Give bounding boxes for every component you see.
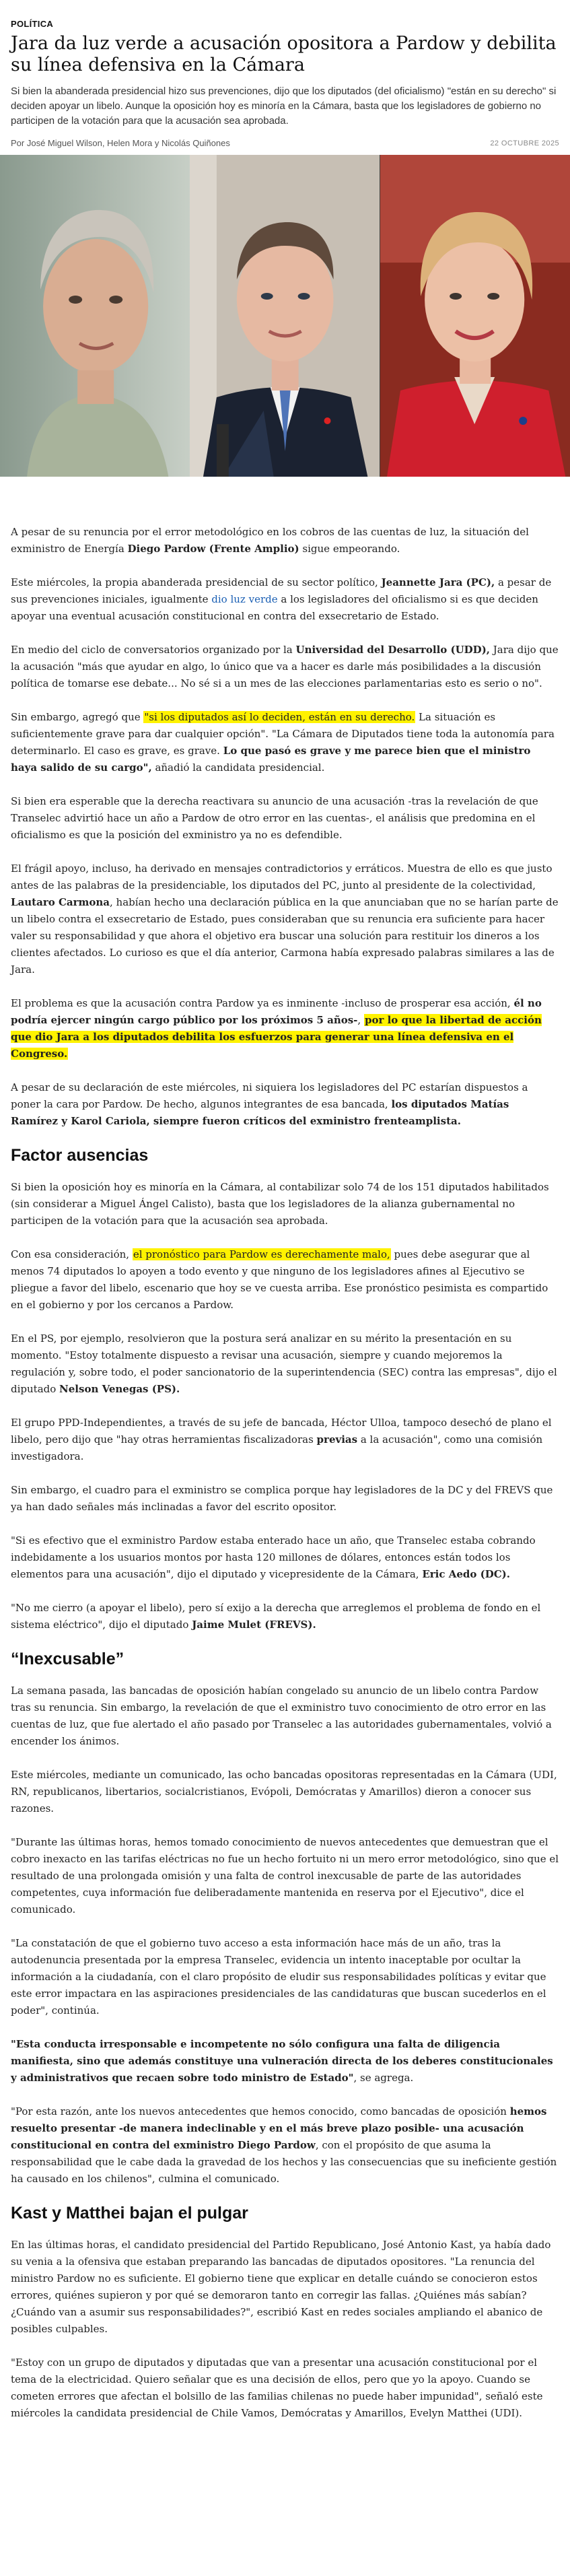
- paragraph-8: A pesar de su declaración de este miércoles, ni siquiera los legisladores del PC estarían dispuestos a poner la cara por Pardow. De hecho, algunos integrantes de esa bancada, los diputados Matías Ramírez y Karol Cariola, siempre fueron críticos del exministro frenteamplista.: [11, 1081, 528, 1127]
- paragraph-20: "Esta conducta irresponsable e incompetente no sólo configura una falta de diligencia manifiesta, sino que además constituye una vulneración directa de los deberes constitucionales y administrativos que recaen sobre todo ministro de Estado", se agrega.: [11, 2038, 553, 2084]
- bold-text: él no podría ejercer ningún cargo público por los próximos 5 años-: [11, 997, 542, 1026]
- paragraph-22: En las últimas horas, el candidato presidencial del Partido Republicano, José Antonio Kast, ya había dado su venia a la ofensiva que estaban preparando las bancadas de diputados opositores. "La renuncia del ministro Pardow no es suficiente. El gobierno tiene que explicar en detalle cuándo se conocieron estos errores, quiénes supieron y por qué se demoraron tanto en corregir las fallas. ¿Quiénes más sabían? ¿Cuándo van a asumir sus responsabilidades?", escribió Kast en redes sociales ampliando el abanico de posibles culpables.: [11, 2239, 551, 2335]
- inline-link[interactable]: dio luz verde: [211, 593, 278, 605]
- photo-left-image: [0, 155, 190, 477]
- section-tag[interactable]: POLÍTICA: [11, 19, 54, 29]
- paragraph-7: El problema es que la acusación contra Pardow ya es inminente -incluso de prosperar esa acción, él no podría ejercer ningún cargo público por los próximos 5 años-, por lo que la libertad de acción que dio Jara a los diputados debilita los esfuerzos para generar una línea defensiva en el Congreso.: [11, 997, 542, 1060]
- paragraph-17: Este miércoles, mediante un comunicado, las ocho bancadas opositoras representadas en la Cámara (UDI, RN, republicanos, libertarios, socialcristianos, Evópoli, Demócratas y Amarillos) dieron a conocer sus razones.: [11, 1769, 557, 1815]
- bold-text: Lo que pasó es grave y me parece bien que el ministro haya salido de su cargo",: [11, 745, 531, 774]
- paragraph-12: El grupo PPD-Independientes, a través de su jefe de bancada, Héctor Ulloa, tampoco desechó de plano el libelo, pero dijo que "hay otras herramientas fiscalizadoras previas a la acusación", como una comisión investigadora.: [11, 1417, 552, 1462]
- paragraph-10: Con esa consideración, el pronóstico para Pardow es derechamente malo, pues debe asegurar que al menos 74 diputados lo apoyen a todo evento y que ninguno de los legisladores afines al Ejecutivo se pliegue a favor del libelo, escenario que hoy se ve cuesta arriba. Ese pronóstico pesimista es compartido en el gobierno y por los cercanos a Pardow.: [11, 1248, 548, 1311]
- byline-row: [11, 138, 559, 148]
- bold-text: los diputados Matías Ramírez y Karol Cariola, siempre fueron críticos del exministro frenteamplista.: [11, 1098, 509, 1127]
- bold-text: Jaime Mulet (FREVS).: [192, 1619, 316, 1631]
- bold-text: Eric Aedo (DC).: [422, 1568, 510, 1580]
- paragraph-4: Sin embargo, agregó que "si los diputados así lo deciden, están en su derecho. La situación es suficientemente grave para dar cualquier opción". "La Cámara de Diputados tiene toda la autonomía para determinarlo. El caso es grave, es grave. Lo que pasó es grave y me parece bien que el ministro haya salido de su cargo", añadió la candidata presidencial.: [11, 711, 555, 774]
- paragraph-2: Este miércoles, la propia abanderada presidencial de su sector político, Jeannette Jara (PC), a pesar de sus prevenciones iniciales, igualmente dio luz verde a los legisladores del oficialismo si es que deciden apoyar una eventual acusación constitucional en contra del exsecretario de Estado.: [11, 576, 552, 622]
- paragraph-3: En medio del ciclo de conversatorios organizado por la Universidad del Desarrollo (UDD), Jara dijo que la acusación "más que ayudar en algo, lo único que va a hacer es darle más posibilidades a la discusión política de tomarse ese debate... No sé si a un mes de las elecciones parlamentarias esto es serio o no".: [11, 644, 559, 689]
- bold-text: Nelson Venegas (PS).: [59, 1383, 180, 1395]
- paragraph-13: Sin embargo, el cuadro para el exministro se complica porque hay legisladores de la DC y del FREVS que ya han dado señales más inclinadas a favor del escrito opositor.: [11, 1484, 553, 1513]
- subheading-kast-matthei: Kast y Matthei bajan el pulgar: [11, 2204, 248, 2223]
- bold-text: "Esta conducta irresponsable e incompetente no sólo configura una falta de diligencia manifiesta, sino que además constituye una vulneración directa de los deberes constitucionales y administrativos que recaen sobre todo ministro de Estado": [11, 2038, 553, 2084]
- photo-left: [0, 155, 190, 477]
- photo-right: [380, 155, 570, 477]
- highlighted-quote: "si los diputados así lo deciden, están en su derecho.: [144, 711, 415, 723]
- bold-text: Diego Pardow (Frente Amplio): [127, 543, 299, 555]
- paragraph-21: "Por esta razón, ante los nuevos antecedentes que hemos conocido, como bancadas de oposición hemos resuelto presentar -de manera indeclinable y en el más breve plazo posible- una acusación constitucional en contra del exministro Diego Pardow, con el propósito de que asuma la responsabilidad que le cabe dada la gravedad de los hechos y las consecuencias que su ineficiente gestión ha causado en los chilenos", culmina el comunicado.: [11, 2105, 557, 2185]
- highlighted-text: por lo que la libertad de acción que dio Jara a los diputados debilita los esfuerzos para generar una línea defensiva en el Congreso.: [11, 1014, 542, 1060]
- photo-right-image: [380, 155, 570, 477]
- paragraph-16: La semana pasada, las bancadas de oposición habían congelado su anuncio de un libelo contra Pardow tras su renuncia. Sin embargo, la revelación de que el exministro tuvo conocimiento de otro error en las cuentas de luz, que fue alertado el año pasado por Transelec a las autoridades gubernamentales, volvió a encender los ánimos.: [11, 1685, 552, 1747]
- paragraph-9: Si bien la oposición hoy es minoría en la Cámara, al contabilizar solo 74 de los 151 diputados habilitados (sin considerar a Miguel Ángel Calisto), basta que los legisladores de la alianza gubernamental no participen de la votación para que la acusación sea aprobada.: [11, 1181, 549, 1227]
- bold-text: Jeannette Jara (PC),: [381, 576, 495, 588]
- byline: Por José Miguel Wilson, Helen Mora y Nicolás Quiñones: [11, 138, 230, 148]
- paragraph-15: "No me cierro (a apoyar el libelo), pero sí exijo a la derecha que arreglemos el problema de fondo en el sistema eléctrico", dijo el diputado Jaime Mulet (FREVS).: [11, 1602, 541, 1631]
- paragraph-5: Si bien era esperable que la derecha reactivara su anuncio de una acusación -tras la revelación de que Transelec advirtió hace un año a Pardow de otro error en las cuentas-, el análisis que predomina en el oficialismo es que la posición del exministro ya no es defendible.: [11, 795, 538, 841]
- photo-center: [190, 155, 380, 477]
- headline: Jara da luz verde a acusación opositora a Pardow y debilita su línea defensiva en la Cámara: [11, 33, 557, 75]
- bold-text: Lautaro Carmona: [11, 896, 110, 908]
- subheading-inexcusable: “Inexcusable”: [11, 1650, 124, 1668]
- paragraph-11: En el PS, por ejemplo, resolvieron que la postura será analizar en su mérito la presentación en su momento. "Estoy totalmente dispuesto a revisar una acusación, siempre y cuando mejoremos la regulación y, sobre todo, el poder sancionatorio de la superintendencia (SEC) contra las empresas", dijo el diputado Nelson Venegas (PS).: [11, 1332, 557, 1395]
- lead-photo-triptych: [0, 155, 570, 477]
- paragraph-23: "Estoy con un grupo de diputados y diputadas que van a presentar una acusación constitucional por el tema de la electricidad. Quiero señalar que es una decisión de ellos, pero que yo la apoyo. Cuando se cometen errores que afectan el bolsillo de las familias chilenas no puede haber impunidad", señaló este miércoles la candidata presidencial de Chile Vamos, Demócratas y Amarillos, Evelyn Matthei (UDI).: [11, 2357, 543, 2419]
- dek: Si bien la abanderada presidencial hizo sus prevenciones, dijo que los diputados (del oficialismo) "están en su derecho" si deciden apoyar un libelo. Aunque la oposición hoy es minoría en la Cámara, basta que los legisladores de gobierno no participen de la votación para que la acusación sea aprobada.: [11, 86, 557, 127]
- highlighted-text: el pronóstico para Pardow es derechamente malo,: [133, 1248, 390, 1260]
- bold-text: hemos resuelto presentar -de manera indeclinable y en el más breve plazo posible- una acusación constitucional en contra del exministro Diego Pardow: [11, 2105, 547, 2151]
- publish-date: 22 OCTUBRE 2025: [490, 139, 559, 147]
- bold-text: previas: [316, 1433, 358, 1446]
- paragraph-14: "Si es efectivo que el exministro Pardow estaba enterado hace un año, que Transelec estaba cobrando indebidamente a los usuarios montos por hasta 120 millones de dólares, entonces están todos los elementos para una acusación", dijo el diputado y vicepresidente de la Cámara, Eric Aedo (DC).: [11, 1534, 536, 1580]
- paragraph-19: "La constatación de que el gobierno tuvo acceso a esta información hace más de un año, tras la autodenuncia presentada por la empresa Transelec, evidencia un intento inaceptable por ocultar la información a la ciudadanía, con el claro propósito de eludir sus responsabilidades políticas y evitar que este error impactara en las aspiraciones presidenciales de las candidaturas que buscan sucederlos en el poder", continúa.: [11, 1937, 546, 2016]
- paragraph-1: A pesar de su renuncia por el error metodológico en los cobros de las cuentas de luz, la situación del exministro de Energía Diego Pardow (Frente Amplio) sigue empeorando.: [11, 526, 529, 555]
- subheading-factor-ausencias: Factor ausencias: [11, 1146, 149, 1165]
- article-body: [0, 477, 570, 2422]
- paragraph-6: El frágil apoyo, incluso, ha derivado en mensajes contradictorios y erráticos. Muestra de ello es que justo antes de las palabras de la presidenciable, los diputados del PC, junto al presidente de la colectividad, Lautaro Carmona, habían hecho una declaración pública en la que anunciaban que no se harían parte de un libelo contra el exsecretario de Estado, pues consideraban que su renuncia era suficiente para hacer valer su responsabilidad y que ahora el objetivo era buscar una solución para restituir los dineros a los clientes afectados. Lo curioso es que el día anterior, Carmona había expresado palabras similares a las de Jara.: [11, 862, 559, 976]
- article-header: [0, 0, 570, 148]
- photo-center-image: [190, 155, 380, 477]
- bold-text: Universidad del Desarrollo (UDD),: [295, 644, 491, 656]
- paragraph-18: "Durante las últimas horas, hemos tomado conocimiento de nuevos antecedentes que demuestran que el cobro inexacto en las tarifas eléctricas no fue un hecho fortuito ni un mero error metodológico, sino que el resultado de una prolongada omisión y una falta de control inexcusable de parte de las autoridades competentes, cuya información fue deliberadamente mantenida en reserva por el Ejecutivo", dice el comunicado.: [11, 1836, 559, 1916]
